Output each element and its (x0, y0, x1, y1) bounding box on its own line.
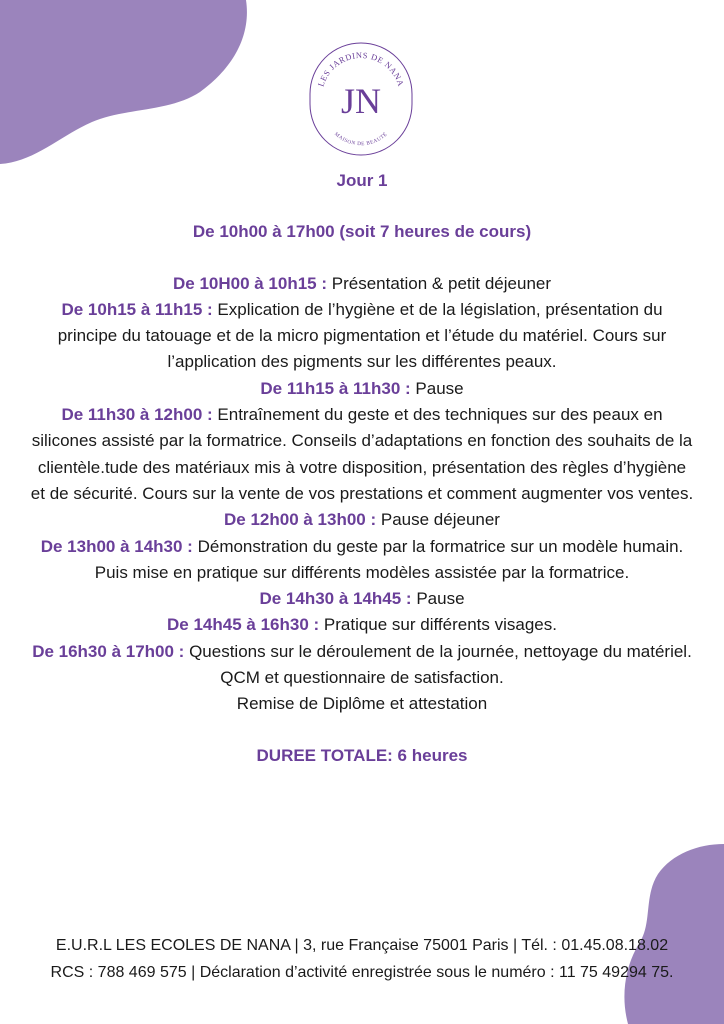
day-title: Jour 1 (336, 171, 388, 190)
schedule-entry (30, 507, 694, 533)
schedule-entry (30, 612, 694, 638)
closing-line: Remise de Diplôme et attestation (236, 694, 488, 714)
logo-brand-text: LES JARDINS DE NANA (316, 50, 406, 88)
schedule-time: De 16h30 à 17h00 : (32, 641, 185, 661)
schedule-time: De 14h45 à 16h30 : (167, 615, 320, 635)
hours-summary: De 10h00 à 17h00 (soit 7 heures de cours) (192, 222, 532, 242)
schedule-time: De 14h30 à 14h45 : (259, 589, 412, 609)
logo-monogram: JN (340, 81, 382, 121)
schedule-list (30, 271, 694, 718)
schedule-time: De 11h15 à 11h30 : (260, 378, 411, 398)
schedule-time: De 10H00 à 10h15 : (172, 273, 328, 293)
schedule-text: Démonstration du geste par la formatrice sur un modèle humain. Puis mise en pratique sur différents modèles assistée par la formatrice. (94, 536, 684, 582)
schedule-text: Présentation & petit déjeuner (327, 273, 552, 293)
schedule-text: Pause (410, 378, 464, 398)
logo-tagline: MAISON DE BEAUTÉ (333, 131, 389, 148)
schedule-time: De 13h00 à 14h30 : (40, 536, 193, 556)
schedule-time: De 10h15 à 11h15 : (61, 299, 213, 319)
schedule-text: Pratique sur différents visages. (319, 615, 557, 635)
schedule-time: De 11h30 à 12h00 : (61, 405, 213, 425)
decorative-blob-top-left (0, 0, 250, 165)
schedule-text: Questions sur le déroulement de la journée, nettoyage du matériel. QCM et questionnaire de satisfaction. (184, 641, 692, 688)
schedule-entry (30, 586, 694, 612)
schedule-text: Entraînement du geste et des techniques sur des peaux en silicones assisté par la formatrice. Conseils d’adaptations en fonction des souhaits de la clientèle.tude des matériaux mis à votre disposition, présentation des règles d’hygiène et de sécurité. Cours sur la vente de vos prestations et comment augmenter vos ventes. (30, 405, 694, 503)
schedule-entry (30, 376, 694, 402)
schedule-text: Explication de l’hygiène et de la législation, présentation du principe du tatouage et de la micro pigmentation et l’étude du matériel. Cours sur l’application des pigments sur les différentes peaux. (57, 299, 667, 372)
schedule-entry (30, 534, 694, 587)
footer-legal-info: E.U.R.L LES ECOLES DE NANA | 3, rue Française 75001 Paris | Tél. : 01.45.08.18.02 RCS : 788 469 575 | Déclaration d’activité enregistrée sous le numéro : 11 75 49294 75. (50, 937, 674, 981)
svg-text:MAISON DE BEAUTÉ (333, 130, 389, 147)
schedule-text: Pause déjeuner (376, 510, 500, 530)
total-duration: DUREE TOTALE: 6 heures (256, 745, 468, 765)
schedule-text: Pause (411, 589, 465, 609)
brand-logo (308, 42, 414, 156)
schedule-time: De 12h00 à 13h00 : (224, 510, 377, 530)
program-content (30, 168, 694, 769)
schedule-entry (30, 402, 694, 507)
schedule-entry (30, 639, 694, 692)
schedule-entry (30, 297, 694, 376)
schedule-entry (30, 271, 694, 297)
